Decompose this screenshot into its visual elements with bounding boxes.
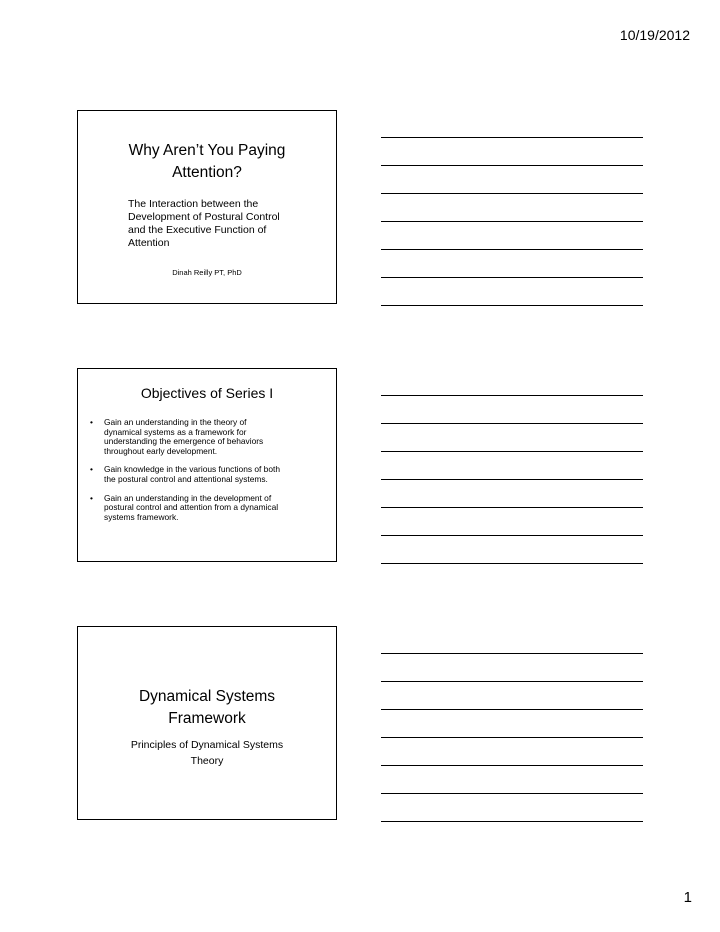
bullet-line: understanding the emergence of behaviors: [104, 436, 264, 447]
slide-2-bullet: [88, 494, 322, 523]
note-line: [381, 653, 643, 654]
note-line: [381, 793, 643, 794]
note-line: [381, 821, 643, 822]
note-line: [381, 479, 643, 480]
slide-3-subtitle-line: Theory: [190, 755, 224, 767]
slide-1-author: Dinah Reilly PT, PhD: [172, 268, 242, 277]
note-line: [381, 305, 643, 306]
bullet-line: the postural control and attentional systems.: [104, 473, 268, 484]
note-line: [381, 249, 643, 250]
bullet-line: • Gain an understanding in the theory of: [104, 417, 247, 427]
bullet-line: dynamical systems as a framework for: [104, 426, 247, 437]
note-line: [381, 765, 643, 766]
slide-2-title: Objectives of Series I: [140, 385, 274, 401]
slide-2-thumbnail: [77, 368, 337, 562]
note-line: [381, 737, 643, 738]
note-line: [381, 535, 643, 536]
slide-3-title-line: Framework: [168, 710, 246, 727]
bullet-line: systems framework.: [104, 511, 179, 522]
page-number: 1: [683, 889, 692, 906]
note-line: [381, 193, 643, 194]
slide-2-bullet-list: [88, 418, 322, 531]
note-line: [381, 165, 643, 166]
slide-1-subtitle-line: Attention: [128, 237, 170, 249]
note-line: [381, 277, 643, 278]
slide-1-thumbnail: [77, 110, 337, 304]
slide-1-title-line: Attention?: [172, 164, 242, 181]
note-line: [381, 423, 643, 424]
slide-3-subtitle: [78, 737, 336, 769]
slide-1-subtitle-line: Development of Postural Control: [128, 211, 280, 223]
slide-1-subtitle-line: The Interaction between the: [128, 198, 259, 210]
slide-3-title-line: Dynamical Systems: [138, 688, 276, 705]
note-line: [381, 507, 643, 508]
bullet-line: postural control and attention from a dynamical: [104, 502, 279, 513]
slide-3-subtitle-line: Principles of Dynamical Systems: [130, 739, 284, 751]
slide-1-title: [78, 140, 336, 184]
note-line: [381, 681, 643, 682]
slide-1-title-line: Why Aren’t You Paying: [128, 142, 286, 159]
slide-2-bullet: [88, 465, 322, 484]
note-line: [381, 221, 643, 222]
slide-3-title: [78, 686, 336, 730]
note-line: [381, 395, 643, 396]
note-line: [381, 137, 643, 138]
bullet-line: • Gain knowledge in the various functions of both: [104, 464, 280, 475]
slide-3-thumbnail: [77, 626, 337, 820]
bullet-line: throughout early development.: [104, 445, 218, 456]
bullet-line: • Gain an understanding in the development of: [104, 492, 272, 503]
note-line: [381, 709, 643, 710]
note-line: [381, 563, 643, 564]
slide-1-subtitle-line: and the Executive Function of: [128, 224, 267, 236]
slide-1-subtitle: [128, 198, 280, 250]
slide-2-bullet: [88, 418, 322, 456]
handout-date: 10/19/2012: [619, 27, 690, 43]
note-line: [381, 451, 643, 452]
